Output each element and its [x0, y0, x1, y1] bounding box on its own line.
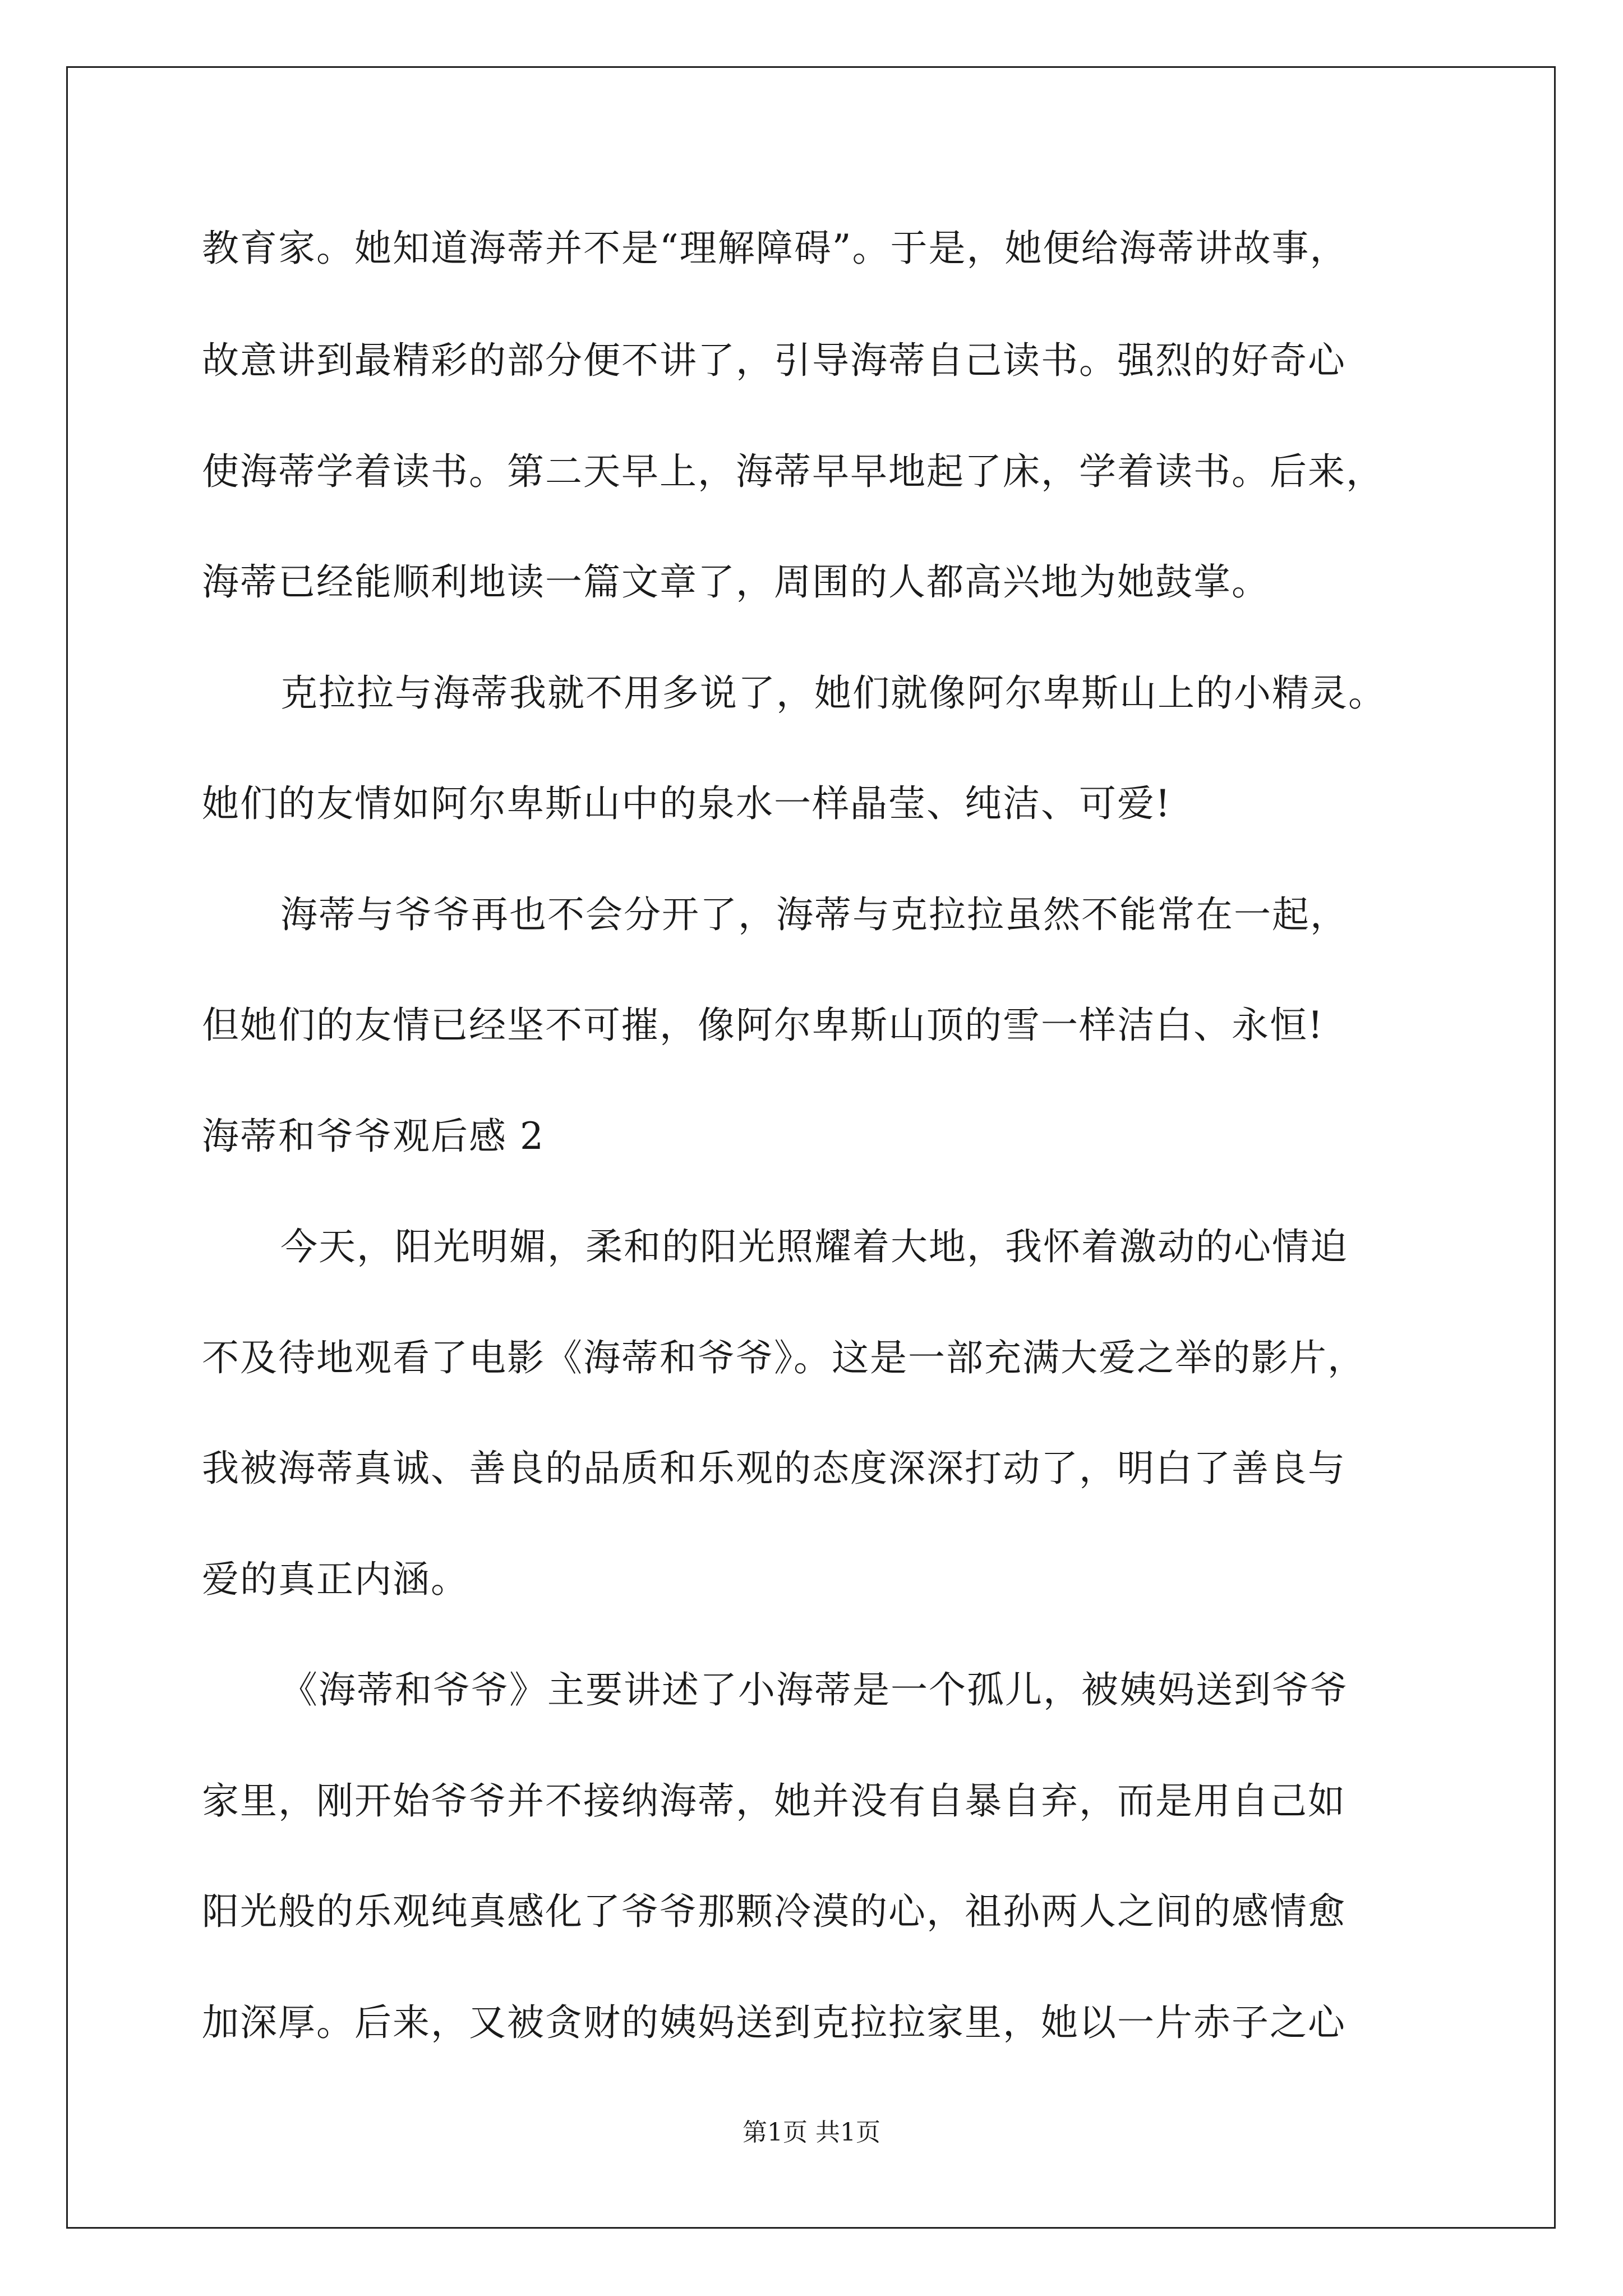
paragraph-line: 教育家。她知道海蒂并不是“理解障碍”。于是，她便给海蒂讲故事， — [202, 227, 1348, 270]
paragraph-line: 《海蒂和爷爷》主要讲述了小海蒂是一个孤儿，被姨妈送到爷爷 — [280, 1668, 1348, 1711]
paragraph-line: 故意讲到最精彩的部分便不讲了，引导海蒂自己读书。强烈的好奇心 — [202, 339, 1346, 382]
paragraph-line: 海蒂与爷爷再也不会分开了，海蒂与克拉拉虽然不能常在一起， — [280, 893, 1348, 936]
paragraph-line: 不及待地观看了电影《海蒂和爷爷》。这是一部充满大爱之举的影片， — [202, 1336, 1366, 1379]
paragraph-line: 爱的真正内涵。 — [202, 1558, 469, 1601]
paragraph-line: 海蒂已经能顺利地读一篇文章了，周围的人都高兴地为她鼓掌。 — [202, 560, 1270, 604]
paragraph-line: 我被海蒂真诚、善良的品质和乐观的态度深深打动了，明白了善良与 — [202, 1447, 1346, 1490]
paragraph-line: 使海蒂学着读书。第二天早上，海蒂早早地起了床，学着读书。后来， — [202, 450, 1384, 493]
paragraph-line: 阳光般的乐观纯真感化了爷爷那颗冷漠的心，祖孙两人之间的感情愈 — [202, 1890, 1346, 1933]
paragraph-line: 她们的友情如阿尔卑斯山中的泉水一样晶莹、纯洁、可爱! — [202, 782, 1172, 825]
paragraph-line: 今天，阳光明媚，柔和的阳光照耀着大地，我怀着激动的心情迫 — [280, 1225, 1348, 1268]
paragraph-line: 但她们的友情已经坚不可摧，像阿尔卑斯山顶的雪一样洁白、永恒! — [202, 1004, 1324, 1047]
page-number-footer: 第1页 共1页 — [743, 2118, 880, 2147]
paragraph-line: 加深厚。后来，又被贪财的姨妈送到克拉拉家里，她以一片赤子之心 — [202, 2001, 1346, 2044]
paragraph-line: 家里，刚开始爷爷并不接纳海蒂，她并没有自暴自弃，而是用自己如 — [202, 1779, 1346, 1823]
section-heading: 海蒂和爷爷观后感 2 — [202, 1115, 545, 1158]
paragraph-line: 克拉拉与海蒂我就不用多说了，她们就像阿尔卑斯山上的小精灵。 — [280, 671, 1386, 715]
